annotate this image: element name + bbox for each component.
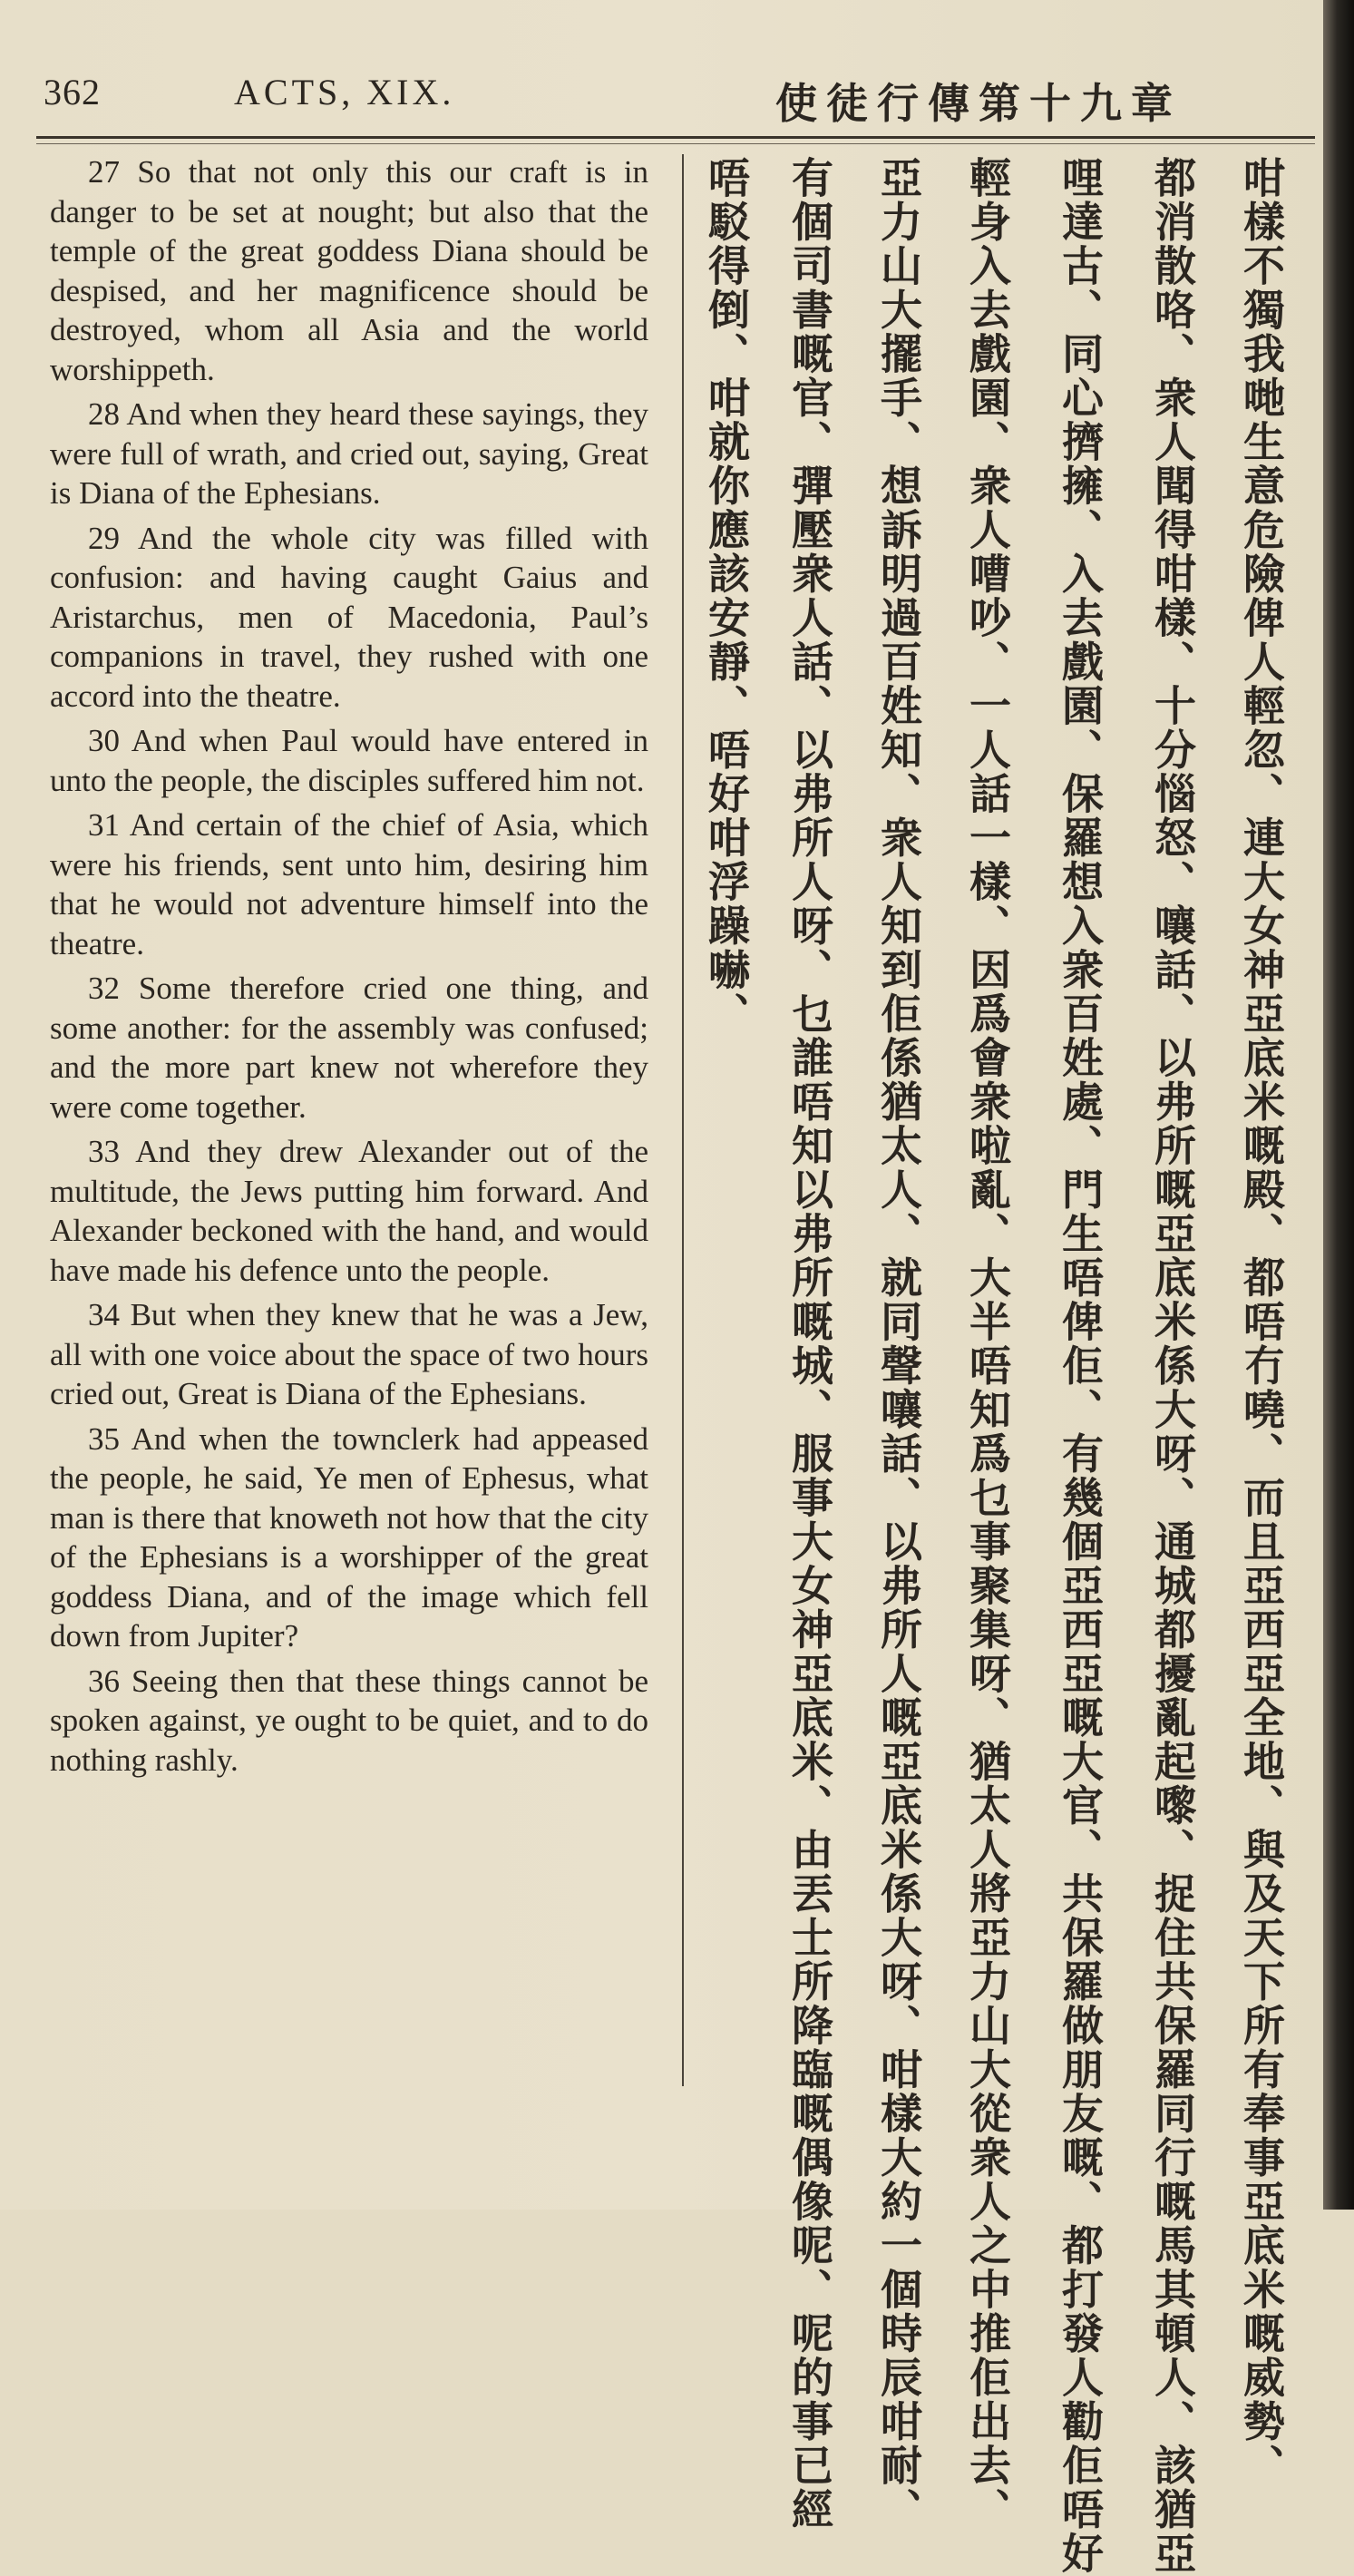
chinese-column-6: 有個司書嘅官、彈壓衆人話、以弗所人呀、乜誰唔知以弗所嘅城、服事大女神亞底米、由丟士所降臨嘅偶像呢、呢的事已經: [785, 156, 834, 2532]
verse-35: 35 And when the townclerk had appeased the people, he said, Ye men of Ephesus, what man is there that knoweth not how that the city of the Ephesians is a worshipper of the great goddess Diana, and of the image which fell down from Jupiter?: [50, 1420, 648, 1654]
english-column: [50, 152, 648, 1785]
running-head-english: ACTS, XIX.: [234, 72, 455, 112]
chinese-column-7: 唔駁得倒、咁就你應該安靜、唔好咁浮躁嚇、: [702, 156, 751, 1036]
verse-34: 34 But when they knew that he was a Jew, all with one voice about the space of two hours cried out, Great is Diana of the Ephesians.: [50, 1297, 648, 1411]
verse-36: 36 Seeing then that these things cannot be spoken against, ye ought to be quiet, and to do nothing rashly.: [50, 1663, 648, 1778]
page-edge-shadow: [1323, 0, 1354, 2210]
verse-32: 32 Some therefore cried one thing, and some another: for the assembly was confused; and the more part knew not wherefore they were come together.: [50, 971, 648, 1125]
header-rule-thin: [36, 143, 1315, 144]
column-separator: [682, 154, 684, 2086]
chinese-column-4: 輕身入去戲園、衆人嘈吵、一人話一樣、因爲會衆啦亂、大半唔知爲乜事聚集呀、猶太人將亞力山大從衆人之中推佢出去、: [963, 156, 1012, 2532]
verse-27: 27 So that not only this our craft is in danger to be set at nought; but also that the temple of the great goddess Diana should be despised, and her magnificence should be destroyed, whom all Asia and the world worshippeth.: [50, 154, 648, 387]
verse-30: 30 And when Paul would have entered in unto the people, the disciples suffered him not.: [50, 723, 648, 798]
page-number: 362: [44, 72, 101, 112]
chinese-column-2: 都消散咯、衆人聞得咁樣、十分惱怒、嚷話、以弗所嘅亞底米係大呀、通城都擾亂起嚟、捉住共保羅同行嘅馬其頓人、該猶亞: [1148, 156, 1197, 2576]
verse-29: 29 And the whole city was filled with confusion: and having caught Gaius and Aristarchus, men of Macedonia, Paul’s companions in travel, they rushed with one accord into the theatre.: [50, 520, 648, 714]
chinese-column-1: 咁樣不獨我哋生意危險俾人輕忽、連大女神亞底米嘅殿、都唔冇嘵、而且亞西亞全地、與及天下所有奉事亞底米嘅威勢、: [1237, 156, 1286, 2488]
running-head-chinese: 使徒行傳第十九章: [775, 79, 1182, 128]
header-rule: [36, 136, 1315, 139]
verse-33: 33 And they drew Alexander out of the multitude, the Jews putting him forward. And Alexander beckoned with the hand, and would have made his defence unto the people.: [50, 1134, 648, 1288]
verse-28: 28 And when they heard these sayings, they were full of wrath, and cried out, saying, Great is Diana of the Ephesians.: [50, 396, 648, 511]
chinese-column-3: 哩達古、同心擠擁、入去戲園、保羅想入衆百姓處、門生唔俾佢、有幾個亞西亞嘅大官、共保羅做朋友嘅、都打發人勸佢唔好: [1056, 156, 1105, 2576]
verse-31: 31 And certain of the chief of Asia, which were his friends, sent unto him, desiring him that he would not adventure himself into the theatre.: [50, 807, 648, 961]
chinese-column-5: 亞力山大擺手、想訴明過百姓知、衆人知到佢係猶太人、就同聲嚷話、以弗所人嘅亞底米係大呀、咁樣大約一個時辰咁耐、: [874, 156, 923, 2532]
